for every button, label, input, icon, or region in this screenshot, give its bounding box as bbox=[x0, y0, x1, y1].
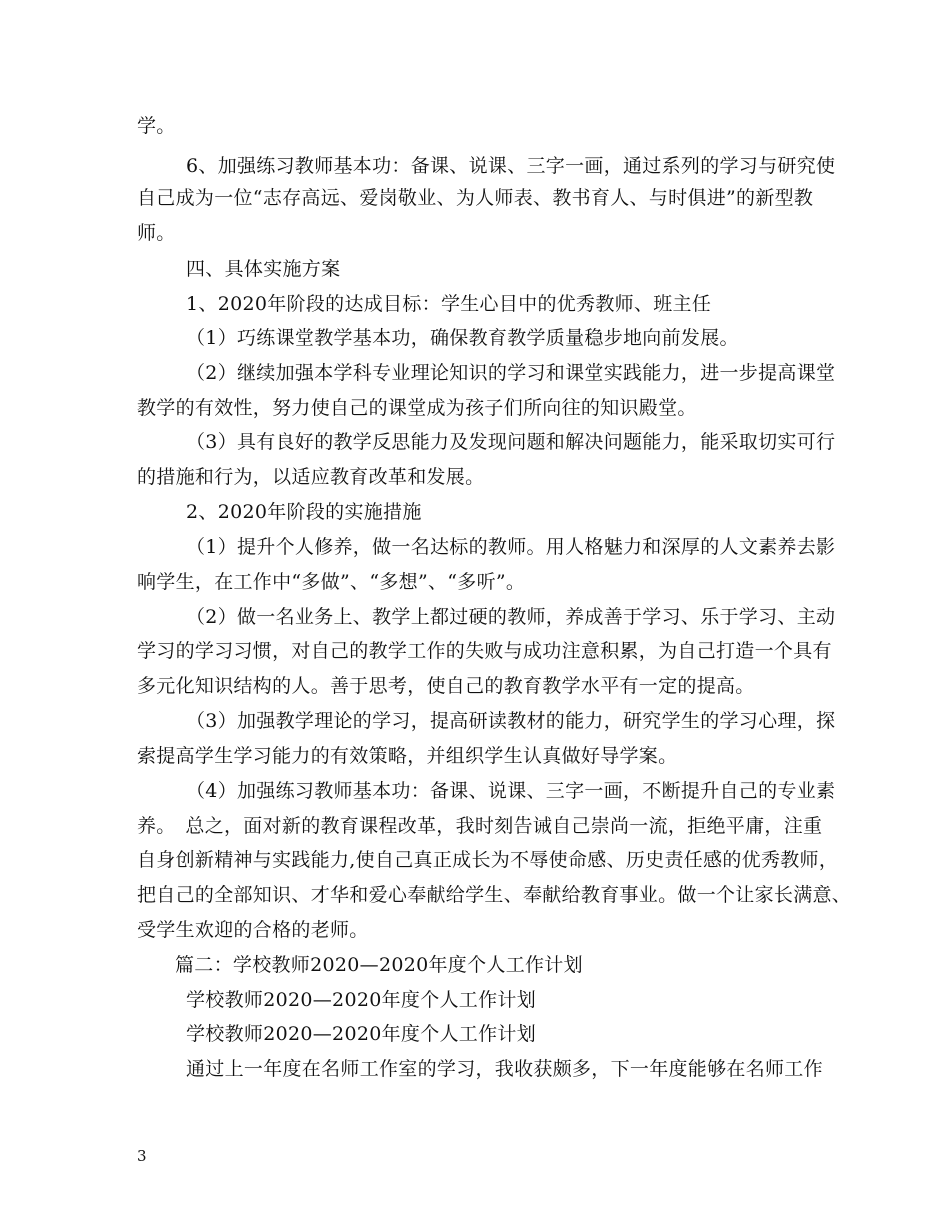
text-line: 自身创新精神与实践能力,使自己真正成长为不辱使命感、历史责任感的优秀教师， bbox=[137, 849, 839, 871]
text-line: 学校教师2020—2020年度个人工作计划 bbox=[186, 989, 537, 1011]
text-line: （2）继续加强本学科专业理论知识的学习和课堂实践能力，进一步提高课堂 bbox=[186, 362, 836, 384]
text-line: 教学的有效性，努力使自己的课堂成为孩子们所向往的知识殿堂。 bbox=[137, 397, 697, 419]
text-line: （4）加强练习教师基本功：备课、说课、三字一画，不断提升自己的专业素 bbox=[186, 780, 836, 802]
text-line: （1）巧练课堂教学基本功，确保教育教学质量稳步地向前发展。 bbox=[186, 327, 739, 349]
text-line: （3）具有良好的教学反思能力及发现问题和解决问题能力，能采取切实可行 bbox=[186, 431, 836, 453]
text-line: 6、加强练习教师基本功：备课、说课、三字一画，通过系列的学习与研究使 bbox=[186, 155, 836, 177]
page-number: 3 bbox=[137, 1147, 147, 1165]
text-line: 学校教师2020—2020年度个人工作计划 bbox=[186, 1023, 537, 1045]
text-line: 通过上一年度在名师工作室的学习，我收获颇多，下一年度能够在名师工作 bbox=[186, 1058, 823, 1080]
text-line: 2、2020年阶段的实施措施 bbox=[186, 501, 422, 523]
text-line: 把自己的全部知识、才华和爱心奉献给学生、奉献给教育事业。做一个让家长满意、 bbox=[137, 884, 852, 906]
text-line: 1、2020年阶段的达成目标：学生心目中的优秀教师、班主任 bbox=[186, 293, 712, 315]
text-line: 索提高学生学习能力的有效策略，并组织学生认真做好导学案。 bbox=[137, 745, 678, 767]
text-line: 学。 bbox=[137, 115, 176, 137]
text-line: 响学生，在工作中“多做”、“多想”、“多听”。 bbox=[137, 571, 526, 593]
text-line: 自己成为一位“志存高远、爱岗敬业、为人师表、教书育人、与时俱进”的新型教 bbox=[137, 187, 814, 209]
text-line: （2）做一名业务上、教学上都过硬的教师，养成善于学习、乐于学习、主动 bbox=[186, 606, 836, 628]
text-line: 多元化知识结构的人。善于思考，使自己的教育教学水平有一定的提高。 bbox=[137, 675, 755, 697]
text-line: 养。 总之，面对新的教育课程改革，我时刻告诫自己崇尚一流，拒绝平庸，注重 bbox=[137, 815, 823, 837]
text-line: 的措施和行为，以适应教育改革和发展。 bbox=[137, 466, 485, 488]
text-line: 受学生欢迎的合格的老师。 bbox=[137, 919, 369, 941]
text-line: （3）加强教学理论的学习，提高研读教材的能力，研究学生的学习心理，探 bbox=[186, 710, 836, 732]
section-heading: 四、具体实施方案 bbox=[186, 258, 341, 280]
text-line: 师。 bbox=[137, 222, 176, 244]
text-line: （1）提升个人修养，做一名达标的教师。用人格魅力和深厚的人文素养去影 bbox=[186, 536, 836, 558]
text-line: 学习的学习习惯，对自己的教学工作的失败与成功注意积累，为自己打造一个具有 bbox=[137, 640, 832, 662]
section-heading: 篇二：学校教师2020—2020年度个人工作计划 bbox=[175, 954, 583, 976]
